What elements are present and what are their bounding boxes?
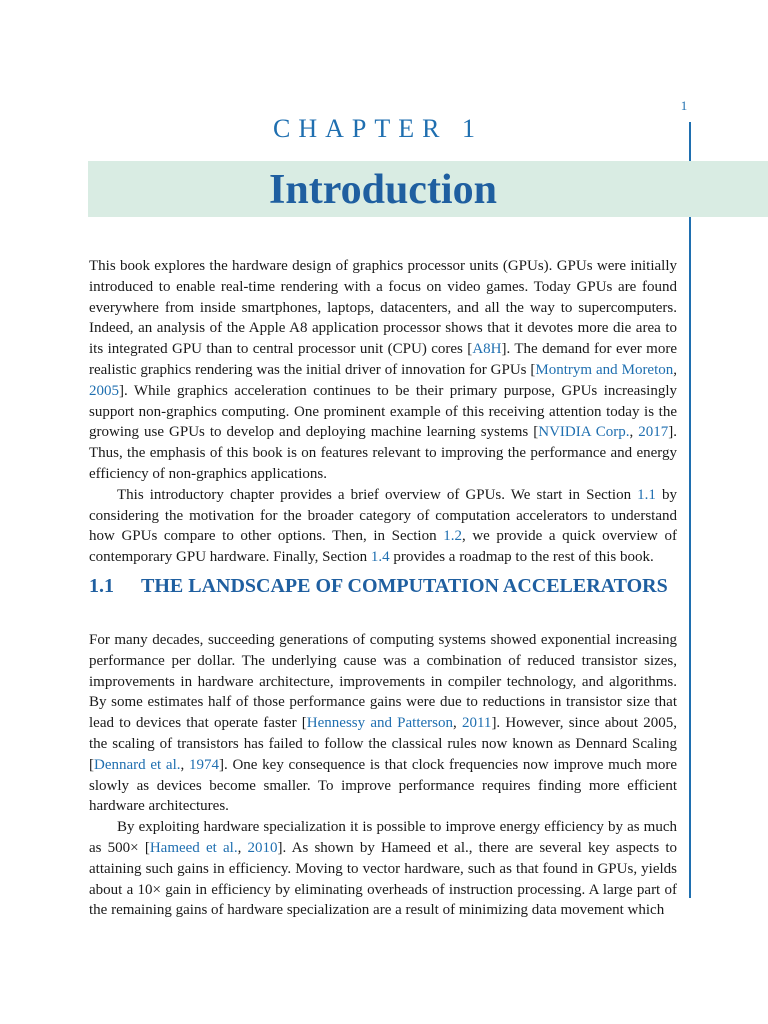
section-text (89, 630, 677, 921)
text-run: For many decades, succeeding generations of computing systems showed exponential increasing performance per dollar. The underlying cause was a combination of reduced transistor sizes, improvements in hardware architecture, improvements in compiler technology, and algorithms. By some estimates half of those performance gains were due to reductions in transistor size that lead to devices that operate faster [ (89, 632, 677, 732)
text-run: ]. As shown by Hameed et al., there are several key aspects to attaining such gains in efficiency. Moving to vector hardware, such as that found in GPUs, yields about a 10× gain in efficiency by eliminating overheads of instruction processing. A large part of the remaining gains of hardware specialization are a result of minimizing data movement which (89, 839, 678, 919)
section-link[interactable]: 1.1 (637, 486, 656, 503)
citation-link[interactable]: Hameed et al. (149, 839, 238, 856)
section-number: 1.1 (89, 575, 114, 597)
text-run: , (453, 715, 462, 732)
section-link[interactable]: 1.4 (370, 549, 390, 566)
citation-link[interactable]: 1974 (188, 756, 219, 773)
text-run: ]. One key consequence is that clock frequencies now improve much more slowly as devices become smaller. To improve performance requires finding more efficient hardware architectures. (89, 756, 678, 815)
section-paragraph-2 (89, 817, 677, 921)
citation-link[interactable]: Hennessy and Patterson (306, 715, 454, 732)
citation-link[interactable]: 2011 (461, 715, 492, 732)
text-run: ]. The demand for ever more realistic graphics rendering was the initial driver of innovation for GPUs [ (89, 341, 677, 378)
section-title: THE LANDSCAPE OF COMPUTATION ACCELERATORS (141, 575, 668, 597)
section-heading (89, 575, 689, 598)
citation-link[interactable]: A8H (472, 341, 502, 358)
text-run: This introductory chapter provides a brief overview of GPUs. We start in Section (117, 486, 638, 503)
citation-link[interactable]: Dennard et al. (94, 756, 181, 773)
text-run: ]. While graphics acceleration continues to be their primary purpose, GPUs increasingly support non-graphics computing. One prominent example of this receiving attention today is the growing use GPUs to develop and deploying machine learning systems [ (89, 382, 677, 441)
page-number: 1 (680, 98, 688, 113)
text-run: ]. Thus, the emphasis of this book is on features relevant to improving the performance and energy efficiency of non-graphics applications. (89, 424, 678, 482)
citation-link[interactable]: 2017 (638, 424, 669, 441)
text-run: provides a roadmap to the rest of this book. (389, 549, 654, 566)
text-run: By exploiting hardware specialization it is possible to improve energy efficiency by as much as 500× [ (89, 819, 677, 856)
intro-paragraph-1 (89, 256, 677, 485)
section-link[interactable]: 1.2 (443, 528, 462, 545)
text-run: , (180, 756, 189, 773)
text-run: ]. However, since about 2005, the scaling of transistors has failed to follow the classical rules now known as Dennard Scaling [ (89, 715, 678, 773)
margin-rule (689, 122, 691, 898)
section-paragraph-1 (89, 630, 677, 817)
text-run: , (673, 361, 678, 378)
text-run: This book explores the hardware design of graphics processor units (GPUs). GPUs were initially introduced to enable real-time rendering with a focus on video games. Today GPUs are found everywhere from inside smartphones, laptops, datacenters, and all the way to supercomputers. Indeed, an analysis of the Apple A8 application processor shows that it devotes more die area to its integrated GPU than to central processor unit (CPU) cores [ (89, 258, 677, 358)
text-run: , (237, 839, 248, 856)
citation-link[interactable]: 2005 (89, 382, 119, 399)
citation-link[interactable]: Montrym and Moreton (535, 361, 674, 378)
text-run: , we provide a quick overview of contemporary GPU hardware. Finally, Section (89, 528, 677, 566)
text-run: , (629, 424, 639, 441)
intro-paragraph-2 (89, 485, 677, 568)
citation-link[interactable]: 2010 (247, 839, 278, 856)
text-run: by considering the motivation for the broader category of computation accelerators to understand how GPUs compare to other options. Then, in Section (89, 486, 677, 545)
chapter-title: Introduction (269, 167, 497, 213)
citation-link[interactable]: NVIDIA Corp. (538, 424, 630, 441)
chapter-label: CHAPTER 1 (273, 114, 483, 143)
intro-text (89, 256, 677, 568)
